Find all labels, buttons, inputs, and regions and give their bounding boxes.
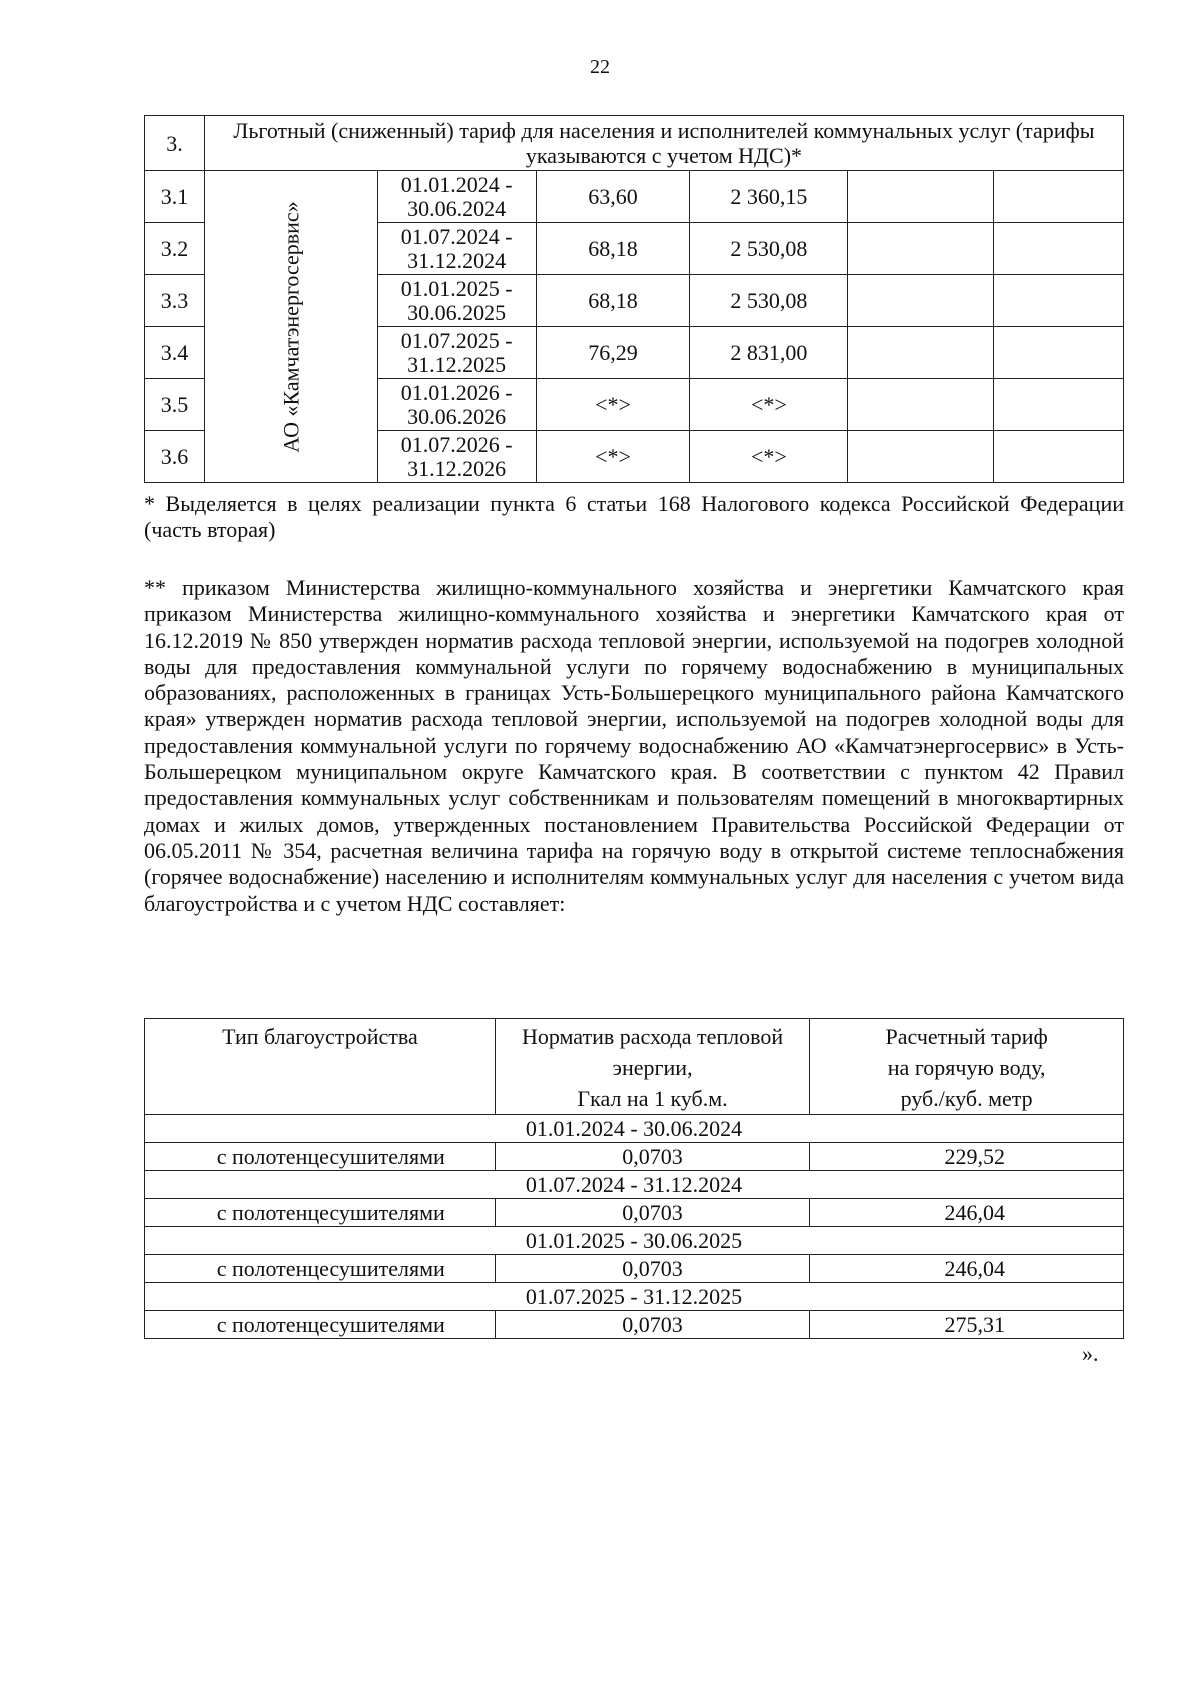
empty-cell [848,171,994,223]
empty-cell [848,275,994,327]
improvement-type: с полотенцесушителями [145,1199,496,1227]
row-period: 01.07.2026 - 31.12.2026 [377,431,536,483]
row-period: 01.07.2024 - 31.12.2024 [377,223,536,275]
empty-cell [994,223,1124,275]
footnote-vat: * Выделяется в целях реализации пункта 6 статьи 168 Налогового кодекса Российской Федерации (часть вторая) [144,491,1124,542]
empty-cell [848,327,994,379]
row-number: 3.5 [145,379,205,431]
row-number: 3.1 [145,171,205,223]
organization-name: АО «Камчатэнергосервис» [278,200,304,453]
calculated-tariff: 246,04 [810,1255,1124,1283]
hot-water-tariff-table [144,1018,1124,1339]
empty-cell [848,379,994,431]
consumption-norm: 0,0703 [495,1255,810,1283]
header-type-label: Тип благоустройства [222,1024,418,1049]
empty-cell [994,431,1124,483]
improvement-type: с полотенцесушителями [145,1143,496,1171]
consumption-norm: 0,0703 [495,1311,810,1339]
calculated-tariff: 229,52 [810,1143,1124,1171]
row-value-2: 2 360,15 [690,171,848,223]
row-value-1: <*> [536,431,690,483]
row-number: 3.2 [145,223,205,275]
improvement-type: с полотенцесушителями [145,1311,496,1339]
empty-cell [994,171,1124,223]
row-period: 01.01.2024 - 30.06.2024 [377,171,536,223]
period-row: 01.01.2025 - 30.06.2025 [145,1227,1124,1255]
period-row: 01.07.2025 - 31.12.2025 [145,1283,1124,1311]
header-tariff [810,1019,1124,1115]
header-tariff-line: на горячую воду, [887,1055,1046,1080]
row-value-1: <*> [536,379,690,431]
calculated-tariff: 246,04 [810,1199,1124,1227]
footnote-order: ** приказом Министерства жилищно-коммунального хозяйства и энергетики Камчатского края приказом Министерства жилищно-коммунального хозяйства и энергетики Камчатского края от 16.12.2019 № 850 утвержден норматив расхода тепловой энергии, используемой на подогрев холодной воды для предоставления коммунальной услуги по горячему водоснабжению в муниципальных образованиях, расположенных в границах Усть-Большерецкого муниципального района Камчатского края» утвержден норматив расхода тепловой энергии, используемой на подогрев холодной воды для предоставления коммунальной услуги по горячему водоснабжению АО «Камчатэнергосервис» в Усть-Большерецком муниципальном округе Камчатского края. В соответствии с пунктом 42 Правил предоставления коммунальных услуг собственникам и пользователям помещений в многоквартирных домах и жилых домов, утвержденных постановлением Правительства Российской Федерации от 06.05.2011 № 354, расчетная величина тарифа на горячую воду в открытой системе теплоснабжения (горячее водоснабжение) населению и исполнителям коммунальных услуг для населения с учетом вида благоустройства и с учетом НДС составляет: [144,575,1124,916]
consumption-norm: 0,0703 [495,1143,810,1171]
empty-cell [994,379,1124,431]
row-value-2: 2 530,08 [690,223,848,275]
row-value-2: <*> [690,431,848,483]
row-period: 01.01.2025 - 30.06.2025 [377,275,536,327]
header-norm-line: энергии, [612,1055,693,1080]
row-value-1: 68,18 [536,223,690,275]
empty-cell [994,275,1124,327]
improvement-type: с полотенцесушителями [145,1255,496,1283]
row-value-2: <*> [690,379,848,431]
row-number: 3.3 [145,275,205,327]
calculated-tariff: 275,31 [810,1311,1124,1339]
section-title: Льготный (сниженный) тариф для населения и исполнителей коммунальных услуг (тарифы указываются с учетом НДС)* [204,116,1123,171]
row-value-2: 2 831,00 [690,327,848,379]
section-number: 3. [145,116,205,171]
header-norm-line: Гкал на 1 куб.м. [577,1086,728,1111]
row-number: 3.4 [145,327,205,379]
empty-cell [848,431,994,483]
empty-cell [848,223,994,275]
row-value-1: 76,29 [536,327,690,379]
preferential-tariff-table [144,115,1124,483]
period-row: 01.01.2024 - 30.06.2024 [145,1115,1124,1143]
header-tariff-line: руб./куб. метр [900,1086,1033,1111]
header-norm [495,1019,810,1115]
organization-cell [204,171,377,483]
row-number: 3.6 [145,431,205,483]
empty-cell [994,327,1124,379]
header-norm-line: Норматив расхода тепловой [521,1024,784,1049]
closing-quote: ». [1082,1341,1099,1366]
row-value-1: 68,18 [536,275,690,327]
row-period: 01.07.2025 - 31.12.2025 [377,327,536,379]
page-number: 22 [590,56,610,78]
header-type [145,1019,496,1115]
row-period: 01.01.2026 - 30.06.2026 [377,379,536,431]
row-value-1: 63,60 [536,171,690,223]
row-value-2: 2 530,08 [690,275,848,327]
period-row: 01.07.2024 - 31.12.2024 [145,1171,1124,1199]
header-tariff-line: Расчетный тариф [885,1024,1048,1049]
consumption-norm: 0,0703 [495,1199,810,1227]
